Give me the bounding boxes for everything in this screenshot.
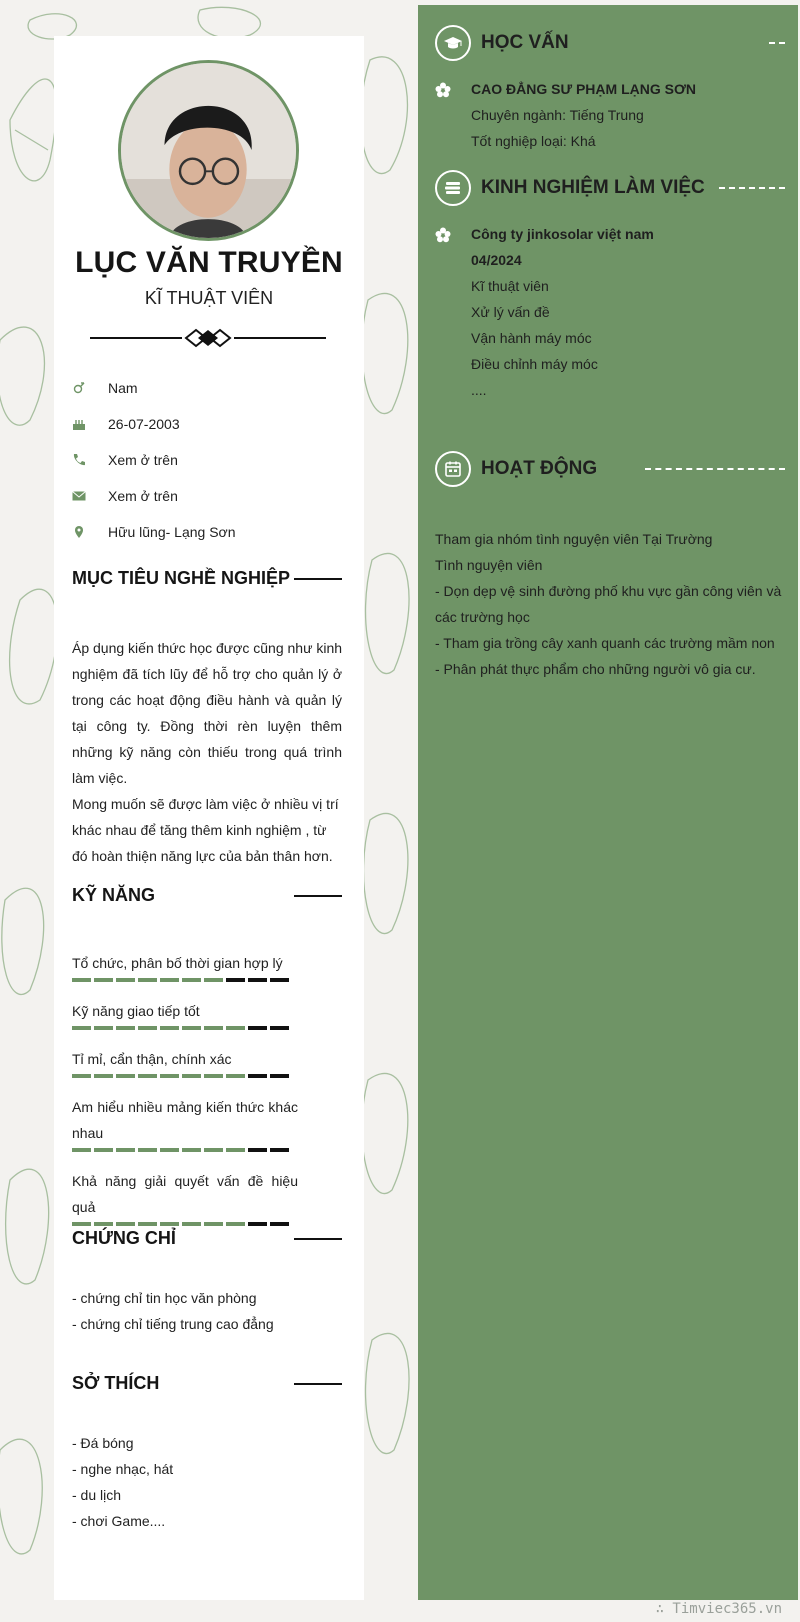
skill-rating-segment: [248, 978, 267, 982]
education-heading: HỌC VẤN: [481, 32, 569, 53]
hobbies-heading-rule: [294, 1383, 342, 1385]
skill-label: Khả năng giải quyết vấn đề hiệu quả: [72, 1173, 298, 1215]
skill-item: [72, 998, 298, 1030]
hobbies-heading: SỞ THÍCH: [72, 1373, 160, 1393]
experience-dash-rule: [719, 187, 785, 189]
education-dash-rule: [769, 42, 785, 44]
contact-phone: [72, 442, 352, 478]
skill-rating-segment: [72, 1074, 91, 1078]
skill-rating-segment: [138, 1148, 157, 1152]
skills-heading: KỸ NĂNG: [72, 885, 156, 905]
skill-rating-segment: [72, 1026, 91, 1030]
certificates-heading-rule: [294, 1238, 342, 1240]
calendar-icon: [435, 451, 471, 487]
skill-rating-segment: [248, 1148, 267, 1152]
skill-rating-segment: [226, 1074, 245, 1078]
flower-bullet-icon: [435, 227, 451, 243]
skill-rating-segment: [138, 1026, 157, 1030]
skills-header: [72, 885, 342, 906]
skill-rating-segment: [204, 1148, 223, 1152]
phone-icon: [72, 453, 108, 467]
skill-rating-segment: [226, 1026, 245, 1030]
skill-rating-segment: [160, 1222, 179, 1226]
ornament-divider: [90, 328, 326, 348]
education-school: CAO ĐẲNG SƯ PHẠM LẠNG SƠN: [471, 81, 697, 97]
skill-item: [72, 1094, 298, 1152]
education-header: [435, 24, 785, 62]
objective-paragraph: Áp dụng kiến thức học được cũng như kinh nghiệm đã tích lũy để hỗ trợ cho quản lý ở trong các hoạt động điều hành và quản lý tại công ty. Đồng thời rèn luyện thêm những kỹ năng còn thiếu trong quá trình làm việc.: [72, 640, 343, 786]
contact-gender-value: Nam: [108, 380, 138, 396]
hobby-item: - chơi Game....: [72, 1513, 166, 1529]
experience-line: Điều chỉnh máy móc: [471, 356, 598, 372]
skill-rating-segment: [160, 1026, 179, 1030]
avatar-photo: [121, 63, 296, 238]
skill-rating-segment: [204, 1074, 223, 1078]
skill-rating-segment: [94, 1222, 113, 1226]
skill-rating-segment: [116, 1074, 135, 1078]
skill-rating-segment: [226, 1222, 245, 1226]
activities-dash-rule: [645, 468, 785, 470]
skill-rating-segment: [116, 978, 135, 982]
certificates-heading: CHỨNG CHỈ: [72, 1228, 176, 1248]
contact-list: [72, 370, 352, 550]
skill-label: Am hiểu nhiều mảng kiến thức khác nhau: [72, 1099, 298, 1141]
skill-rating-segment: [72, 1222, 91, 1226]
skill-rating-segment: [182, 978, 201, 982]
skill-rating-segment: [138, 1222, 157, 1226]
skill-rating-bar: [72, 1222, 298, 1226]
activities-heading: HOẠT ĐỘNG: [481, 458, 598, 479]
hobbies-header: [72, 1373, 342, 1394]
contact-email-value: Xem ở trên: [108, 488, 178, 504]
skill-item: [72, 1168, 298, 1226]
experience-header: [435, 169, 785, 207]
education-grade: Tốt nghiệp loại: Khá: [471, 133, 596, 149]
skill-rating-segment: [204, 1026, 223, 1030]
skill-rating-segment: [182, 1074, 201, 1078]
skill-rating-segment: [270, 978, 289, 982]
activity-line: - Dọn dẹp vệ sinh đường phố khu vực gần công viên và các trường học: [435, 583, 782, 625]
skill-rating-segment: [270, 1148, 289, 1152]
experience-line: ....: [471, 382, 487, 398]
activity-line: Tham gia nhóm tình nguyện viên Tại Trường: [435, 531, 713, 547]
certificates-header: [72, 1228, 342, 1249]
objective-paragraph: Mong muốn sẽ được làm việc ở nhiều vị trí khác nhau để tăng thêm kinh nghiệm , từ đó hoàn thiện năng lực của bản thân hơn.: [72, 796, 339, 864]
skill-rating-segment: [226, 978, 245, 982]
skill-rating-segment: [72, 1148, 91, 1152]
graduation-cap-icon: [435, 25, 471, 61]
candidate-job-title: KĨ THUẬT VIÊN: [144, 288, 274, 308]
certificate-item: - chứng chỉ tiếng trung cao đẳng: [72, 1316, 274, 1332]
skill-rating-segment: [138, 978, 157, 982]
skill-rating-bar: [72, 1026, 298, 1030]
education-section: [435, 24, 785, 154]
contact-email: [72, 478, 352, 514]
books-icon: [435, 170, 471, 206]
skill-rating-segment: [160, 978, 179, 982]
objective-heading: MỤC TIÊU NGHỀ NGHIỆP: [72, 568, 291, 588]
envelope-icon: [72, 489, 108, 503]
experience-line: Xử lý vấn đề: [471, 304, 550, 320]
experience-section: [435, 169, 785, 403]
hobby-item: - nghe nhạc, hát: [72, 1461, 174, 1477]
skill-rating-segment: [116, 1222, 135, 1226]
skill-rating-segment: [72, 978, 91, 982]
objective-header: [72, 568, 342, 589]
skill-rating-segment: [94, 1026, 113, 1030]
footer-watermark-text: Timviec365.vn: [672, 1601, 782, 1617]
activity-line: Tình nguyện viên: [435, 557, 543, 573]
hobbies-list: [72, 1430, 342, 1534]
skills-list: [72, 950, 298, 1242]
skill-rating-segment: [248, 1074, 267, 1078]
map-marker-icon: [72, 525, 108, 539]
skill-label: Tỉ mỉ, cẩn thận, chính xác: [72, 1051, 232, 1067]
contact-address-value: Hữu lũng- Lạng Sơn: [108, 524, 236, 540]
certificates-list: [72, 1285, 342, 1337]
skill-rating-bar: [72, 978, 298, 982]
skill-rating-segment: [138, 1074, 157, 1078]
contact-address: [72, 514, 352, 550]
contact-birthday-value: 26-07-2003: [108, 416, 180, 432]
skill-rating-segment: [248, 1222, 267, 1226]
objective-text: [72, 635, 342, 869]
activity-line: - Tham gia trồng cây xanh quanh các trường mầm non: [435, 635, 775, 651]
skill-rating-segment: [270, 1222, 289, 1226]
skill-rating-bar: [72, 1148, 298, 1152]
experience-line: Kĩ thuật viên: [471, 278, 549, 294]
contact-birthday: [72, 406, 352, 442]
skill-item: [72, 950, 298, 982]
skill-rating-segment: [160, 1074, 179, 1078]
skill-rating-segment: [94, 1148, 113, 1152]
skill-rating-segment: [94, 978, 113, 982]
hobby-item: - Đá bóng: [72, 1435, 134, 1451]
hobby-item: - du lịch: [72, 1487, 122, 1503]
skill-label: Tổ chức, phân bố thời gian hợp lý: [72, 955, 283, 971]
skill-rating-segment: [116, 1026, 135, 1030]
education-entry: [435, 76, 785, 154]
contact-phone-value: Xem ở trên: [108, 452, 178, 468]
experience-date: 04/2024: [471, 252, 522, 268]
skill-label: Kỹ năng giao tiếp tốt: [72, 1003, 200, 1019]
certificate-item: - chứng chỉ tin học văn phòng: [72, 1290, 257, 1306]
skill-item: [72, 1046, 298, 1078]
avatar: [118, 60, 299, 241]
education-major: Chuyên ngành: Tiếng Trung: [471, 107, 644, 123]
experience-entry: [435, 221, 785, 403]
experience-company: Công ty jinkosolar việt nam: [471, 226, 654, 242]
experience-heading: KINH NGHIỆM LÀM VIỆC: [481, 177, 705, 198]
objective-heading-rule: [294, 578, 342, 580]
skill-rating-segment: [204, 978, 223, 982]
skill-rating-segment: [270, 1026, 289, 1030]
candidate-name: LỤC VĂN TRUYỀN: [75, 246, 343, 279]
skill-rating-segment: [248, 1026, 267, 1030]
flower-bullet-icon: [435, 82, 451, 98]
skill-rating-segment: [182, 1148, 201, 1152]
activities-header: [435, 450, 785, 488]
skill-rating-segment: [204, 1222, 223, 1226]
skill-rating-segment: [116, 1148, 135, 1152]
contact-gender: [72, 370, 352, 406]
birthday-cake-icon: [72, 417, 108, 431]
activities-text: [435, 526, 785, 682]
activities-section: [435, 450, 785, 682]
skill-rating-segment: [182, 1222, 201, 1226]
skills-heading-rule: [294, 895, 342, 897]
skill-rating-bar: [72, 1074, 298, 1078]
skill-rating-segment: [270, 1074, 289, 1078]
activity-line: - Phân phát thực phẩm cho những người vô gia cư.: [435, 661, 756, 677]
skill-rating-segment: [226, 1148, 245, 1152]
skill-rating-segment: [94, 1074, 113, 1078]
skill-rating-segment: [182, 1026, 201, 1030]
skill-rating-segment: [160, 1148, 179, 1152]
experience-line: Vận hành máy móc: [471, 330, 592, 346]
footer-watermark: ∴ Timviec365.vn: [655, 1601, 782, 1617]
gender-icon: [72, 381, 108, 395]
